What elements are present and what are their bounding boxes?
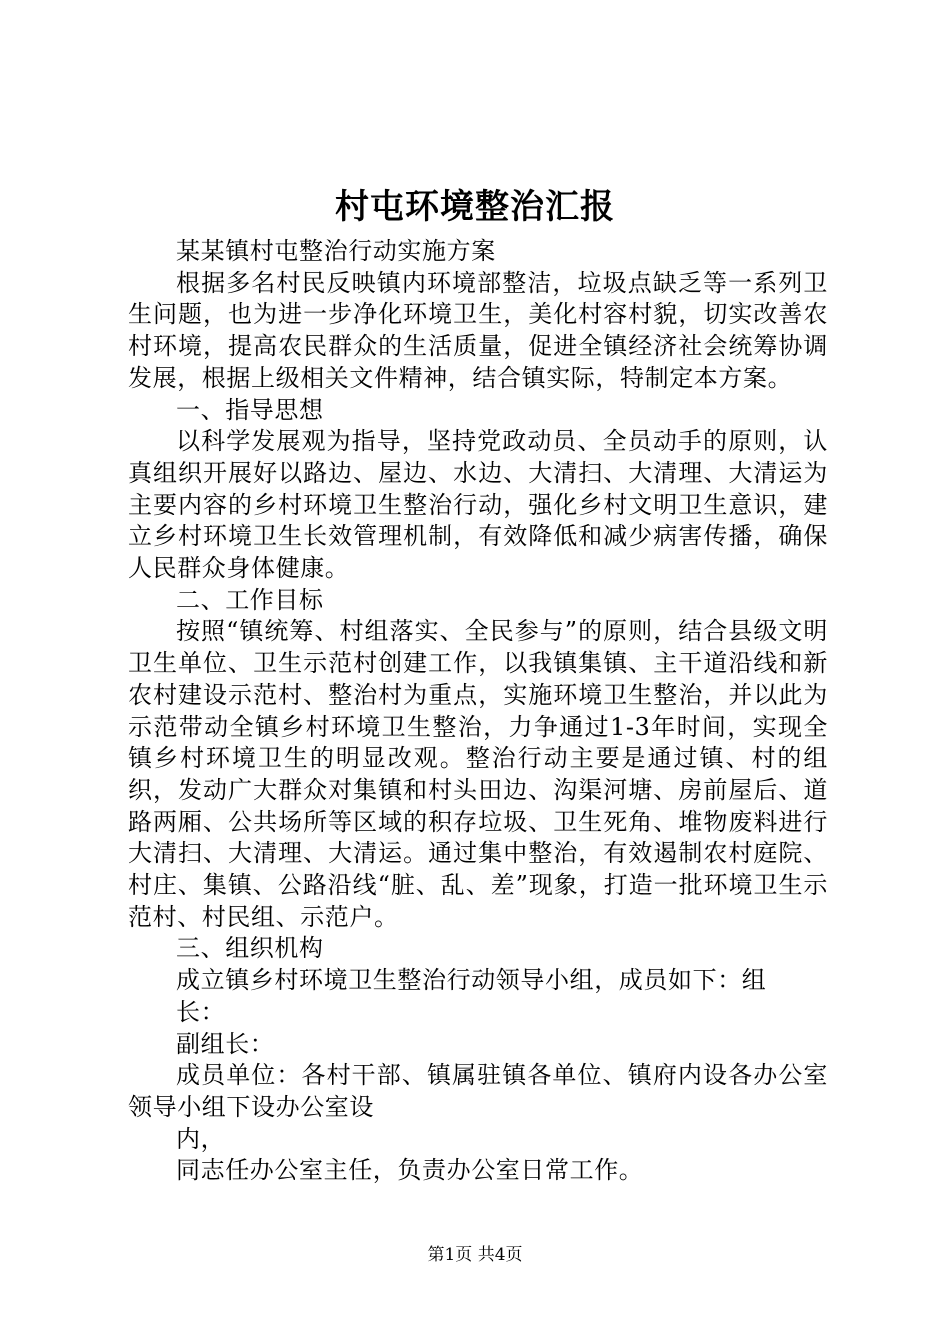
paragraph-guiding-thought: 以科学发展观为指导，坚持党政动员、全员动手的原则，认真组织开展好以路边、屋边、水边、大清扫、大清理、大清运为主要内容的乡村环境卫生整治行动，强化乡村文明卫生意识，建立乡村环境卫生长效管理机制，有效降低和减少病害传播，确保人民群众身体健康。: [128, 427, 828, 583]
page-footer: 第1页 共4页: [427, 1245, 523, 1265]
paragraph-group-leader: 长：: [176, 997, 226, 1026]
document-title: 村屯环境整治汇报: [335, 187, 615, 227]
paragraph-member-units: 成员单位：各村干部、镇属驻镇各单位、镇府内设各办公室领导小组下设办公室设: [128, 1061, 828, 1121]
paragraph-intro: 根据多名村民反映镇内环境部整洁，垃圾点缺乏等一系列卫生问题，也为进一步净化环境卫生，美化村容村貌，切实改善农村环境，提高农民群众的生活质量，促进全镇经济社会统筹协调发展，根据上级相关文件精神，结合镇实际，特制定本方案。: [128, 268, 828, 392]
heading-organization: 三、组织机构: [176, 934, 324, 963]
paragraph-plan-name: 某某镇村屯整治行动实施方案: [176, 237, 496, 265]
paragraph-leading-group: 成立镇乡村环境卫生整治行动领导小组，成员如下：组: [176, 966, 767, 995]
paragraph-office-location: 内，: [176, 1124, 226, 1153]
heading-work-goals: 二、工作目标: [176, 585, 324, 614]
paragraph-work-goals: 按照“镇统筹、村组落实、全民参与”的原则，结合县级文明卫生单位、卫生示范村创建工作，以我镇集镇、主干道沿线和新农村建设示范村、整治村为重点，实施环境卫生整治，并以此为示范带动全镇乡村环境卫生整治，力争通过1-3年时间，实现全镇乡村环境卫生的明显改观。整治行动主要是通过镇、村的组织，发动广大群众对集镇和村头田边、沟渠河塘、房前屋后、道路两厢、公共场所等区域的积存垃圾、卫生死角、堆物废料进行大清扫、大清理、大清运。通过集中整治，有效遏制农村庭院、村庄、集镇、公路沿线“脏、乱、差”现象，打造一批环境卫生示范村、村民组、示范户。: [128, 617, 828, 931]
document-body: [128, 236, 828, 1187]
paragraph-deputy-leader: 副组长：: [176, 1029, 275, 1058]
heading-guiding-thought: 一、指导思想: [176, 395, 324, 424]
paragraph-office-director: 同志任办公室主任，负责办公室日常工作。: [176, 1156, 644, 1185]
